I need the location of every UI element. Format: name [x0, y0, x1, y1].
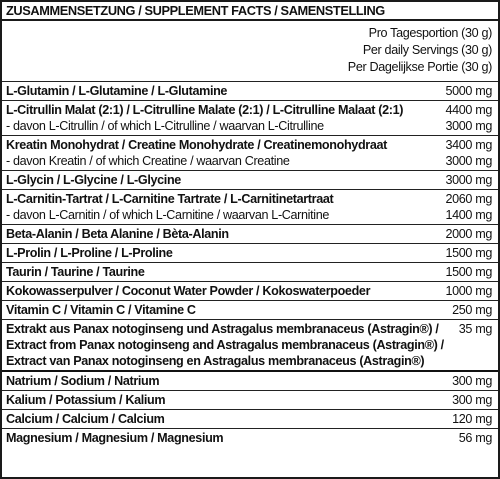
serving-line-en: Per daily Servings (30 g)	[362, 43, 492, 57]
ingredient-name: L-Carnitin-Tartrat / L-Carnitine Tartrate / L-Carnitinetartraat	[6, 192, 334, 206]
table-row	[2, 281, 498, 300]
amount-value: 300 mg	[452, 393, 492, 407]
ingredient-line	[6, 353, 492, 369]
ingredient-line	[6, 430, 492, 446]
ingredient-line	[6, 283, 492, 299]
table-row	[2, 189, 498, 224]
nutrient-table	[2, 81, 498, 447]
ingredient-line	[6, 191, 492, 207]
ingredient-name: Kreatin Monohydrat / Creatine Monohydrate / Creatinemonohydraat	[6, 138, 388, 152]
ingredient-name: Beta-Alanin / Beta Alanine / Bèta-Alanin	[6, 227, 229, 241]
amount-value: 1400 mg	[445, 208, 492, 222]
serving-line-de: Pro Tagesportion (30 g)	[368, 26, 492, 40]
sub-ingredient-line	[6, 118, 492, 134]
ingredient-line	[6, 337, 492, 353]
amount-value: 120 mg	[452, 412, 492, 426]
table-row	[2, 135, 498, 170]
ingredient-name: L-Glutamin / L-Glutamine / L-Glutamine	[6, 84, 228, 98]
ingredient-line	[6, 373, 492, 389]
ingredient-line	[6, 245, 492, 261]
table-row	[2, 319, 498, 370]
ingredient-name: L-Citrullin Malat (2:1) / L-Citrulline Malate (2:1) / L-Citrulline Malaat (2:1)	[6, 103, 404, 117]
serving-line-nl: Per Dagelijkse Portie (30 g)	[347, 60, 492, 74]
ingredient-name: Vitamin C / Vitamin C / Vitamine C	[6, 303, 196, 317]
amount-value: 5000 mg	[445, 84, 492, 98]
amount-value: 300 mg	[452, 374, 492, 388]
amount-value: 3000 mg	[445, 119, 492, 133]
ingredient-name: Kalium / Potassium / Kalium	[6, 393, 166, 407]
amount-value: 3400 mg	[445, 138, 492, 152]
amount-value: 3000 mg	[445, 154, 492, 168]
amount-value: 2000 mg	[445, 227, 492, 241]
sub-ingredient-line	[6, 153, 492, 169]
ingredient-line	[6, 226, 492, 242]
ingredient-name: - davon L-Citrullin / of which L-Citrulline / waarvan L-Citrulline	[6, 119, 324, 133]
table-row	[2, 243, 498, 262]
table-row	[2, 224, 498, 243]
ingredient-line	[6, 302, 492, 318]
ingredient-line	[6, 102, 492, 118]
ingredient-name: L-Prolin / L-Proline / L-Proline	[6, 246, 173, 260]
sub-ingredient-line	[6, 207, 492, 223]
table-row	[2, 409, 498, 428]
ingredient-line	[6, 172, 492, 188]
amount-value: 250 mg	[452, 303, 492, 317]
amount-value: 3000 mg	[445, 173, 492, 187]
ingredient-name: Extract van Panax notoginseng en Astragalus membranaceus (Astragin®)	[6, 354, 425, 368]
ingredient-line	[6, 392, 492, 408]
ingredient-name: L-Glycin / L-Glycine / L-Glycine	[6, 173, 181, 187]
table-row	[2, 170, 498, 189]
amount-value: 1500 mg	[445, 246, 492, 260]
ingredient-name: Taurin / Taurine / Taurine	[6, 265, 145, 279]
ingredient-line	[6, 264, 492, 280]
ingredient-line	[6, 137, 492, 153]
panel-title: ZUSAMMENSETZUNG / SUPPLEMENT FACTS / SAMENSTELLING	[2, 2, 498, 21]
ingredient-line	[6, 83, 492, 99]
table-row	[2, 262, 498, 281]
ingredient-name: Extract from Panax notoginseng and Astragalus membranaceus (Astragin®) /	[6, 338, 444, 352]
amount-value: 4400 mg	[445, 103, 492, 117]
amount-value: 1500 mg	[445, 265, 492, 279]
ingredient-line	[6, 411, 492, 427]
ingredient-name: Extrakt aus Panax notoginseng und Astragalus membranaceus (Astragin®) /	[6, 322, 439, 336]
ingredient-name: Calcium / Calcium / Calcium	[6, 412, 165, 426]
amount-value: 1000 mg	[445, 284, 492, 298]
ingredient-name: Natrium / Sodium / Natrium	[6, 374, 160, 388]
ingredient-line	[6, 321, 492, 337]
ingredient-name: Kokowasserpulver / Coconut Water Powder / Kokoswaterpoeder	[6, 284, 371, 298]
table-row	[2, 390, 498, 409]
amount-value: 2060 mg	[445, 192, 492, 206]
table-row	[2, 81, 498, 100]
amount-value: 35 mg	[458, 322, 492, 336]
ingredient-name: - davon L-Carnitin / of which L-Carnitine / waarvan L-Carnitine	[6, 208, 330, 222]
table-row	[2, 428, 498, 447]
amount-value: 56 mg	[458, 431, 492, 445]
serving-size-header	[348, 25, 492, 76]
ingredient-name: - davon Kreatin / of which Creatine / waarvan Creatine	[6, 154, 290, 168]
ingredient-name: Magnesium / Magnesium / Magnesium	[6, 431, 224, 445]
table-row	[2, 100, 498, 135]
table-row	[2, 300, 498, 319]
table-row	[2, 370, 498, 390]
